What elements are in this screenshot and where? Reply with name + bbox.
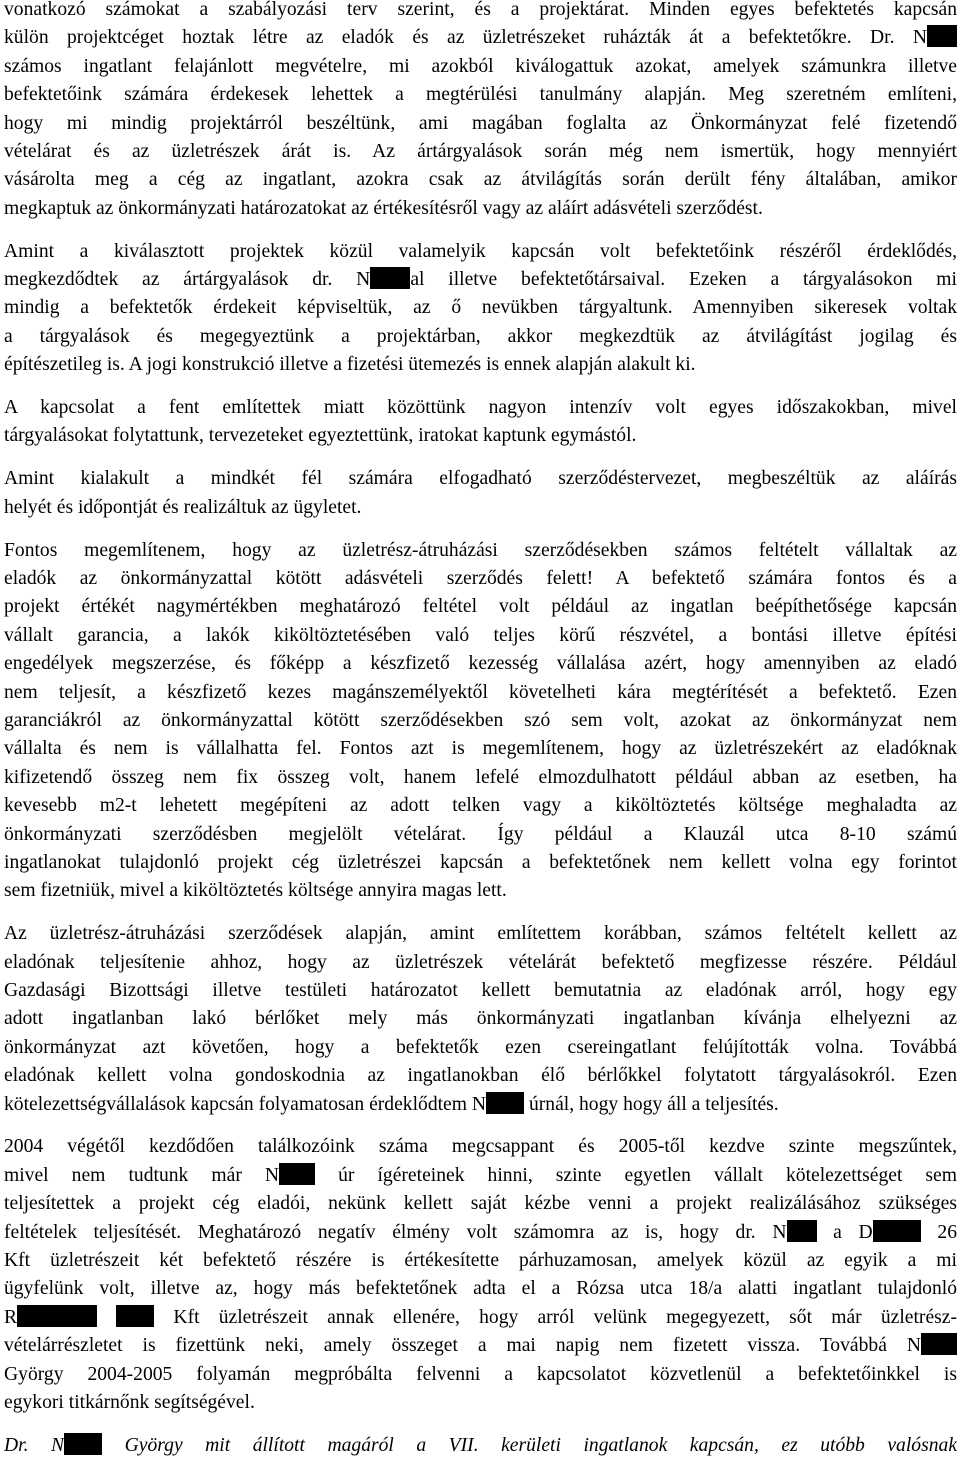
text-run: hogy mi mindig projektárról beszéltünk, ami magában foglalta az Önkormányzat felé fizetendő	[4, 112, 957, 134]
text-line	[4, 1389, 957, 1417]
paragraph-p5	[4, 537, 957, 906]
text-run: garanciákról az önkormányzattal kötött szerződésekben szó sem volt, azokat az önkormányzat nem	[4, 709, 957, 731]
redaction-bar	[873, 1220, 921, 1242]
paragraph-p1	[4, 0, 957, 223]
text-line	[4, 1005, 957, 1033]
text-run: adott ingatlanban lakó bérlőket mely más önkormányzati ingatlanban kívánja elhelyezni az	[4, 1008, 957, 1030]
text-line	[4, 1034, 957, 1062]
text-line	[4, 1219, 957, 1247]
text-line	[4, 1162, 957, 1190]
text-line	[4, 1304, 957, 1332]
text-run: ingatlanokat tulajdonló projekt cég üzletrészei kapcsán a befektetőnek nem kellett volna egy forintot	[4, 851, 957, 873]
text-line	[4, 1275, 957, 1303]
redaction-bar	[927, 25, 957, 47]
text-line	[4, 593, 957, 621]
text-line	[4, 1361, 957, 1389]
text-run: kevesebb m2-t lehetett megépíteni az adott telken vagy a kiköltöztetés költsége meghaladta az	[4, 795, 957, 817]
text-run: György 2004-2005 folyamán megpróbálta felvenni a kapcsolatot közvetlenül a befektetőinkkel is	[4, 1363, 957, 1385]
text-run: eladónak kellett volna gondoskodnia az ingatlanokban élő bérlőkkel folytatott tárgyalásokról. Ezen	[4, 1065, 957, 1087]
text-run: külön projektcéget hoztak létre az eladók és az üzletrészeket ruházták át a befektetőkre. Dr. N	[4, 27, 927, 49]
text-run: sem fizetniük, mivel a kiköltöztetés költsége annyira magas lett.	[4, 880, 507, 902]
text-run: Dr. N	[4, 1434, 65, 1456]
text-run: Gazdasági Bizottsági illetve testületi határozatot kellett bemutatnia az eladónak arról, hogy egy	[4, 980, 957, 1001]
text-run: kifizetendő összeg nem fix összeg volt, hanem lefelé elmozdulhatott például abban az esetben, ha	[4, 766, 957, 788]
text-line	[4, 53, 957, 81]
text-run: a D	[816, 1221, 873, 1243]
text-run: Amint a kiválasztott projektek közül valamelyik kapcsán volt befektetőink részéről érdeklődés,	[4, 240, 957, 262]
text-run: R	[4, 1306, 18, 1328]
text-line	[4, 81, 957, 109]
text-line	[4, 0, 957, 24]
text-line	[4, 195, 957, 223]
redaction-bar	[370, 267, 410, 289]
text-run: úr ígéreteinek hinni, szinte egyetlen vállalt kötelezettséget sem	[315, 1164, 957, 1186]
text-line	[4, 138, 957, 166]
redaction-bar	[17, 1305, 97, 1327]
text-run: Az üzletrész-átruházási szerződések alapján, amint említettem korábban, számos feltételt kellett az	[4, 923, 957, 945]
text-run	[97, 1307, 116, 1328]
paragraph-p7	[4, 1133, 957, 1417]
text-line	[4, 821, 957, 849]
text-line	[4, 465, 957, 493]
text-line	[4, 977, 957, 1005]
text-run: úrnál, hogy hogy áll a teljesítés.	[524, 1093, 779, 1115]
text-line	[4, 166, 957, 194]
text-run: vételárat és az üzletrészek árát is. Az ártárgyalások során még nem ismertük, hogy mennyiért	[4, 140, 957, 162]
text-run: Fontos megemlítenem, hogy az üzletrész-átruházási szerződésekben számos feltételt vállaltak az	[4, 539, 957, 561]
text-run: nem teljesít, a készfizető kezes magánszemélyektől követelheti kára megtérítését a befektető. Ezen	[4, 681, 957, 703]
text-run: egykori titkárnőnk segítségével.	[4, 1391, 255, 1413]
text-run: projekt értékét nagymértékben meghatározó feltétel volt például az ingatlan beépíthetősége kapcsán	[4, 596, 957, 618]
text-line	[4, 1190, 957, 1218]
text-line	[4, 792, 957, 820]
paragraph-p6	[4, 920, 957, 1119]
text-run: teljesítettek a projekt cég eladói, nekünk kellett saját kézbe venni a projekt realizálásához szükséges	[4, 1193, 957, 1215]
text-line	[4, 266, 957, 294]
text-run: megkezdődtek az ártárgyalások dr. N	[4, 269, 371, 291]
text-line	[4, 650, 957, 678]
redaction-bar	[64, 1433, 102, 1455]
text-run: feltételek teljesítését. Meghatározó negatív élmény volt számomra az is, hogy dr. N	[4, 1221, 787, 1243]
text-line	[4, 679, 957, 707]
text-line	[4, 1133, 957, 1161]
text-run: a tárgyalások és megegyeztünk a projektárban, akkor megkezdtük az átvilágítást jogilag és	[4, 325, 957, 347]
text-line	[4, 764, 957, 792]
text-run: vállalta és nem is vállalhatta fel. Fontos azt is megemlítenem, hogy az üzletrészekért az eladóknak	[4, 738, 957, 760]
text-line	[4, 1247, 957, 1275]
redaction-bar	[116, 1305, 154, 1327]
text-run: György mit állított magáról a VII. kerületi ingatlanok kapcsán, ez utóbb valósnak	[102, 1434, 957, 1456]
text-run: engedélyek megszerzése, és főképp a készfizető kezesség vállalása azért, hogy amennyiben az eladó	[4, 653, 957, 675]
text-line	[4, 707, 957, 735]
text-run: építészetileg is. A jogi konstrukció illetve a fizetési ütemezés is ennek alapján alakult ki.	[4, 354, 696, 376]
text-run: vételárrészletet is fizettünk neki, amely összeget a mai napig nem fizetett vissza. Továbbá N	[4, 1335, 921, 1357]
text-line	[4, 394, 957, 422]
text-run: mivel nem tudtunk már N	[4, 1164, 280, 1186]
text-line	[4, 494, 957, 522]
text-line	[4, 877, 957, 905]
text-run: Kft üzletrészeit két befektető részére is értékesítette párhuzamosan, amelyek közül az egyik a mi	[4, 1250, 957, 1272]
text-run: A kapcsolat a fent említettek miatt közöttünk nagyon intenzív volt egyes időszakokban, mivel	[4, 397, 957, 419]
text-line	[4, 537, 957, 565]
text-run: 2004 végétől kezdődően találkozóink száma megcsappant és 2005-től kezdve szinte megszűntek,	[4, 1136, 957, 1158]
text-line	[4, 1332, 957, 1360]
text-run: ügyfelünk volt, illetve az, hogy más befektetőnek adta el a Rózsa utca 18/a alatti ingatlant tulajdonló	[4, 1278, 957, 1300]
text-run: eladónak teljesítenie ahhoz, hogy az üzletrészek vételárát befektető megfizesse részére. Például	[4, 951, 957, 973]
text-line	[4, 24, 957, 52]
text-line	[4, 920, 957, 948]
text-run: önkormányzat azt követően, hogy a befektetők ezen csereingatlant felújították volna. Továbbá	[4, 1036, 957, 1058]
text-line	[4, 565, 957, 593]
text-line	[4, 1091, 957, 1119]
paragraph-p4	[4, 465, 957, 522]
text-line	[4, 351, 957, 379]
text-run: tárgyalásokat folytattunk, tervezeteket egyeztettünk, iratokat kaptunk egymástól.	[4, 425, 637, 447]
text-run: számos ingatlant felajánlott megvételre, mi azokból kiválogattuk azokat, amelyek számunkra illetve	[4, 55, 957, 77]
redaction-bar	[787, 1220, 817, 1242]
text-run: kötelezettségvállalások kapcsán folyamatosan érdeklődtem N	[4, 1093, 487, 1115]
text-run: megkaptuk az önkormányzati határozatokat az értékesítésről vagy az aláírt adásvételi szerződést.	[4, 197, 763, 219]
text-run: Amint kialakult a mindkét fél számára elfogadható szerződéstervezet, megbeszéltük az aláírás	[4, 468, 957, 490]
text-run: helyét és időpontját és realizáltuk az ügyletet.	[4, 496, 362, 518]
text-line	[4, 1432, 957, 1460]
text-run: al illetve befektetőtársaival. Ezeken a tárgyalásokon mi	[410, 269, 957, 291]
text-run: 26	[920, 1221, 957, 1243]
text-line	[4, 849, 957, 877]
text-run: eladók az önkormányzattal kötött adásvételi szerződés felett! A befektető számára fontos és a	[4, 568, 957, 590]
text-run: befektetőink számára érdekesek lehettek a megtérülési tanulmány alapján. Meg szeretném említeni,	[4, 84, 957, 106]
text-line	[4, 735, 957, 763]
paragraph-p2	[4, 238, 957, 380]
paragraph-p3	[4, 394, 957, 451]
text-line	[4, 294, 957, 322]
text-line	[4, 238, 957, 266]
text-run: vonatkozó számokat a szabályozási terv szerint, és a projektárat. Minden egyes befektetés kapcsán	[4, 0, 957, 20]
text-line	[4, 1062, 957, 1090]
text-run: önkormányzati szerződésben megjelölt vételárat. Így például a Klauzál utca 8-10 számú	[4, 823, 957, 845]
text-line	[4, 622, 957, 650]
text-run: vásárolta meg a cég az ingatlant, azokra csak az átvilágítás során derült fény általában, amikor	[4, 169, 957, 191]
text-line	[4, 323, 957, 351]
text-line	[4, 110, 957, 138]
text-line	[4, 949, 957, 977]
redaction-bar	[921, 1333, 957, 1355]
redaction-bar	[486, 1092, 524, 1114]
paragraph-p8	[4, 1432, 957, 1460]
redaction-bar	[279, 1163, 315, 1185]
text-run: vállalt garancia, a lakók kiköltöztetésében való teljes körű részvétel, a bontási illetve építési	[4, 624, 957, 646]
text-line	[4, 422, 957, 450]
text-run: mindig a befektetők érdekeit képviseltük, az ő nevükben tárgyaltunk. Amennyiben sikeresek voltak	[4, 297, 957, 319]
document-page	[4, 0, 957, 1475]
text-run: Kft üzletrészeit annak ellenére, hogy arról velünk megegyezett, sőt már üzletrész-	[154, 1306, 957, 1328]
